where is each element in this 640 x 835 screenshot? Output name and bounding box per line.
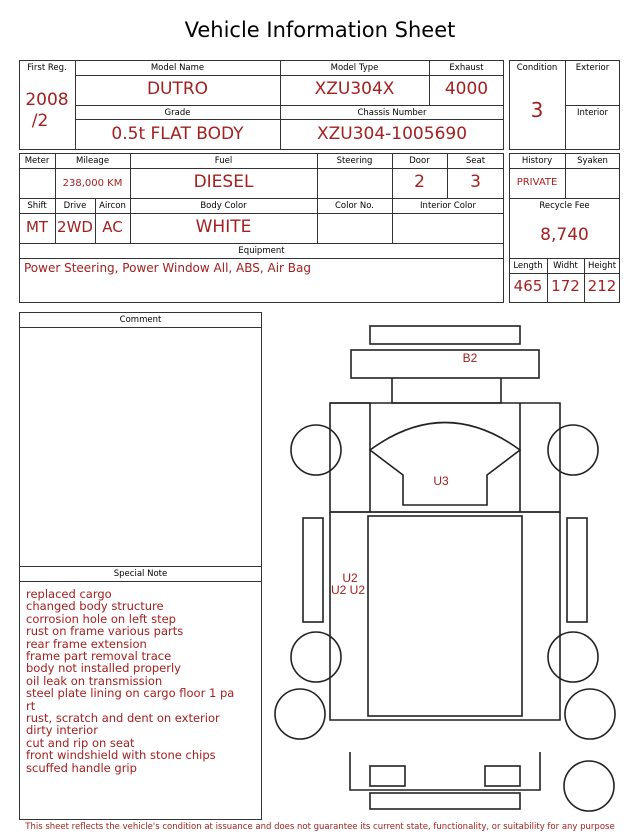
first-reg-month: /2 bbox=[31, 111, 49, 131]
truck-inspection-diagram bbox=[265, 318, 625, 818]
condition-value: 3 bbox=[530, 98, 544, 122]
label-interior-color: Interior Color bbox=[420, 201, 476, 211]
model-name-value: DUTRO bbox=[146, 79, 209, 99]
special-note-item: body not installed properly bbox=[26, 661, 181, 676]
special-note-item: steel plate lining on cargo floor 1 pa rt bbox=[26, 686, 235, 713]
wheel-front-left-shape bbox=[291, 425, 341, 475]
label-first-reg: First Reg. bbox=[27, 63, 67, 73]
label-condition: Condition bbox=[516, 63, 558, 73]
label-shift: Shift bbox=[27, 201, 47, 211]
shift-value: MT bbox=[25, 218, 49, 236]
label-fuel: Fuel bbox=[214, 156, 233, 166]
label-body-color: Body Color bbox=[200, 201, 247, 211]
aircon-value: AC bbox=[102, 218, 123, 236]
wheel-middle-left-shape bbox=[291, 632, 341, 682]
label-equipment: Equipment bbox=[238, 246, 285, 256]
special-note-item: frame part removal trace bbox=[26, 649, 172, 664]
special-note-item: corrosion hole on left step bbox=[26, 611, 176, 626]
sheet-title: Vehicle Information Sheet bbox=[184, 18, 456, 42]
special-note-item: rear frame extension bbox=[26, 636, 147, 651]
special-note-item: changed body structure bbox=[26, 599, 164, 614]
recycle-fee-value: 8,740 bbox=[540, 225, 589, 245]
wheel-rear-right-shape bbox=[565, 689, 615, 739]
label-height: Height bbox=[587, 261, 617, 271]
history-value: PRIVATE bbox=[516, 177, 558, 188]
fuel-value: DIESEL bbox=[193, 172, 254, 192]
label-special-note: Special Note bbox=[113, 569, 168, 579]
cab-outline-shape bbox=[330, 403, 560, 512]
wheel-middle-right-shape bbox=[548, 632, 598, 682]
windshield-shape bbox=[370, 423, 520, 506]
special-note-item: replaced cargo bbox=[26, 587, 112, 601]
label-chassis-number: Chassis Number bbox=[357, 108, 427, 118]
label-steering: Steering bbox=[336, 156, 373, 166]
special-note-item: dirty interior bbox=[26, 723, 98, 738]
spare-wheel-shape bbox=[564, 761, 614, 811]
special-notes-list bbox=[26, 588, 236, 774]
special-note-item: front windshield with stone chips bbox=[26, 748, 216, 763]
cargo-body-shape bbox=[330, 512, 560, 720]
label-width: Widht bbox=[553, 261, 578, 271]
special-note-item: scuffed handle grip bbox=[26, 760, 137, 775]
mark-cab: U3 bbox=[433, 474, 449, 488]
mileage-value: 238,000 KM bbox=[62, 178, 123, 189]
door-value: 2 bbox=[414, 172, 425, 192]
seat-value: 3 bbox=[470, 172, 481, 192]
label-comment: Comment bbox=[119, 315, 162, 325]
model-type-value: XZU304X bbox=[314, 79, 395, 99]
label-recycle-fee: Recycle Fee bbox=[539, 201, 590, 211]
front-bumper-shape bbox=[370, 793, 520, 809]
label-meter: Meter bbox=[24, 156, 50, 166]
equipment-value: Power Steering, Power Window All, ABS, Air Bag bbox=[24, 261, 312, 275]
label-exhaust: Exhaust bbox=[449, 63, 484, 73]
length-value: 465 bbox=[513, 277, 543, 295]
rear-panel-shape bbox=[351, 350, 539, 378]
label-door: Door bbox=[409, 156, 430, 166]
label-seat: Seat bbox=[465, 156, 486, 166]
height-value: 212 bbox=[587, 277, 617, 295]
special-note-item: rust on frame various parts bbox=[26, 624, 184, 639]
label-model-name: Model Name bbox=[150, 63, 205, 73]
label-exterior: Exterior bbox=[575, 63, 610, 73]
special-note-item: rust, scratch and dent on exterior bbox=[26, 711, 220, 726]
label-color-no: Color No. bbox=[334, 201, 374, 211]
width-value: 172 bbox=[551, 277, 580, 295]
label-drive: Drive bbox=[63, 201, 87, 211]
wheel-front-right-shape bbox=[548, 425, 598, 475]
rear-bumper-shape bbox=[370, 326, 520, 344]
label-interior: Interior bbox=[576, 108, 608, 118]
label-length: Length bbox=[513, 261, 543, 271]
mark-side-bottom: U2 U2 bbox=[330, 583, 366, 597]
drive-value: 2WD bbox=[57, 218, 93, 236]
exhaust-value: 4000 bbox=[444, 79, 489, 99]
label-grade: Grade bbox=[164, 108, 191, 118]
body-color-value: WHITE bbox=[195, 217, 252, 237]
mark-rear: B2 bbox=[462, 351, 478, 365]
disclaimer-footer: This sheet reflects the vehicle's condition at issuance and does not guarantee its current state, functionality, or suitability for any purpose bbox=[25, 822, 615, 832]
wheel-rear-left-shape bbox=[275, 689, 325, 739]
label-aircon: Aircon bbox=[99, 201, 126, 211]
label-model-type: Model Type bbox=[330, 63, 379, 73]
label-history: History bbox=[521, 156, 553, 166]
chassis-number-value: XZU304-1005690 bbox=[316, 124, 468, 144]
special-note-item: oil leak on transmission bbox=[26, 673, 163, 688]
mark-side-top: U2 bbox=[342, 571, 358, 585]
special-note-item: cut and rip on seat bbox=[26, 735, 135, 750]
label-mileage: Mileage bbox=[75, 156, 110, 166]
cargo-bed-shape bbox=[368, 516, 522, 716]
label-syaken: Syaken bbox=[577, 156, 608, 166]
first-reg-year: 2008 bbox=[25, 90, 69, 110]
grade-value: 0.5t FLAT BODY bbox=[111, 124, 244, 144]
